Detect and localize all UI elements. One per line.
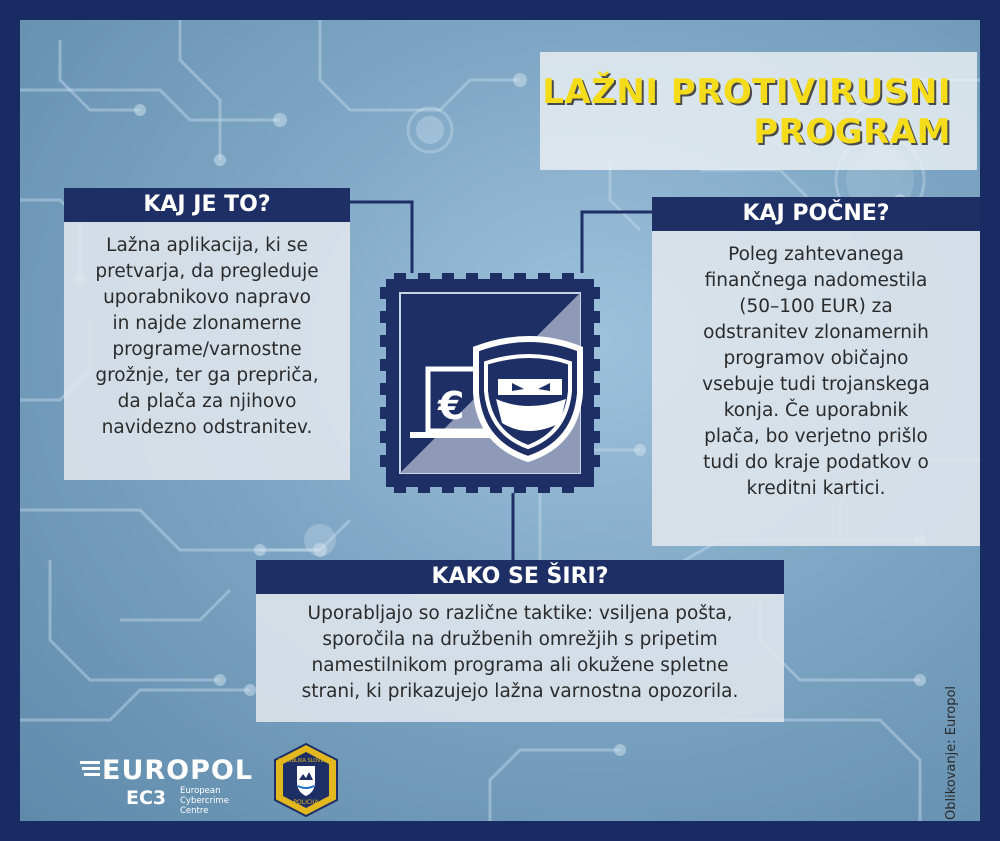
- what-is-it-header: KAJ JE TO?: [64, 188, 350, 222]
- what-it-does-text: Poleg zahtevanega finančnega nadomestila (50–100 EUR) za odstranitev zlonamernih programov običajno vsebuje tudi trojanskega konja. Če uporabnik plača, bo verjetno prišlo tudi do kraje podatkov o kreditni kartici.: [702, 244, 930, 499]
- europol-wordmark: EUROPOL: [102, 755, 254, 786]
- title-line-2: PROGRAM: [753, 112, 951, 152]
- ec3-subtitle: European Cybercrime Centre: [180, 786, 229, 816]
- chip-illustration: [380, 273, 600, 493]
- how-it-spreads-text: Uporabljajo so različne taktike: vsiljena pošta, sporočila na družbenih omrežjih s pripetim namestilnikom programa ali okužene spletne strani, ki prikazujejo lažna varnostna opozorila.: [301, 603, 739, 702]
- design-credit: Oblikovanje: Europol: [944, 685, 959, 820]
- europol-logo: [80, 755, 270, 815]
- infographic-canvas: [20, 20, 980, 821]
- how-it-spreads-panel: [256, 594, 784, 722]
- euro-icon: €: [438, 384, 465, 428]
- svg-text:REPUBLIKA SLOVENIJA: REPUBLIKA SLOVENIJA: [278, 758, 334, 764]
- title-banner: [540, 52, 977, 170]
- what-is-it-panel: [64, 222, 350, 480]
- europol-stripes-icon: [80, 759, 102, 781]
- what-is-it-text: Lažna aplikacija, ki se pretvarja, da pregleduje uporabnikovo napravo in najde zlonamerne programe/varnostne grožnje, ter ga prepriča, da plača za njihovo navidezno odstranitev.: [95, 235, 319, 438]
- ec3-wordmark: EC3: [126, 787, 167, 809]
- title-line-1: LAŽNI PROTIVIRUSNI: [542, 72, 951, 112]
- what-it-does-header: KAJ POČNE?: [652, 197, 980, 231]
- what-it-does-panel: [652, 231, 980, 546]
- police-badge-icon: [271, 742, 341, 818]
- svg-text:POLICIJA: POLICIJA: [293, 799, 319, 806]
- how-it-spreads-header: KAKO SE ŠIRI?: [256, 560, 784, 594]
